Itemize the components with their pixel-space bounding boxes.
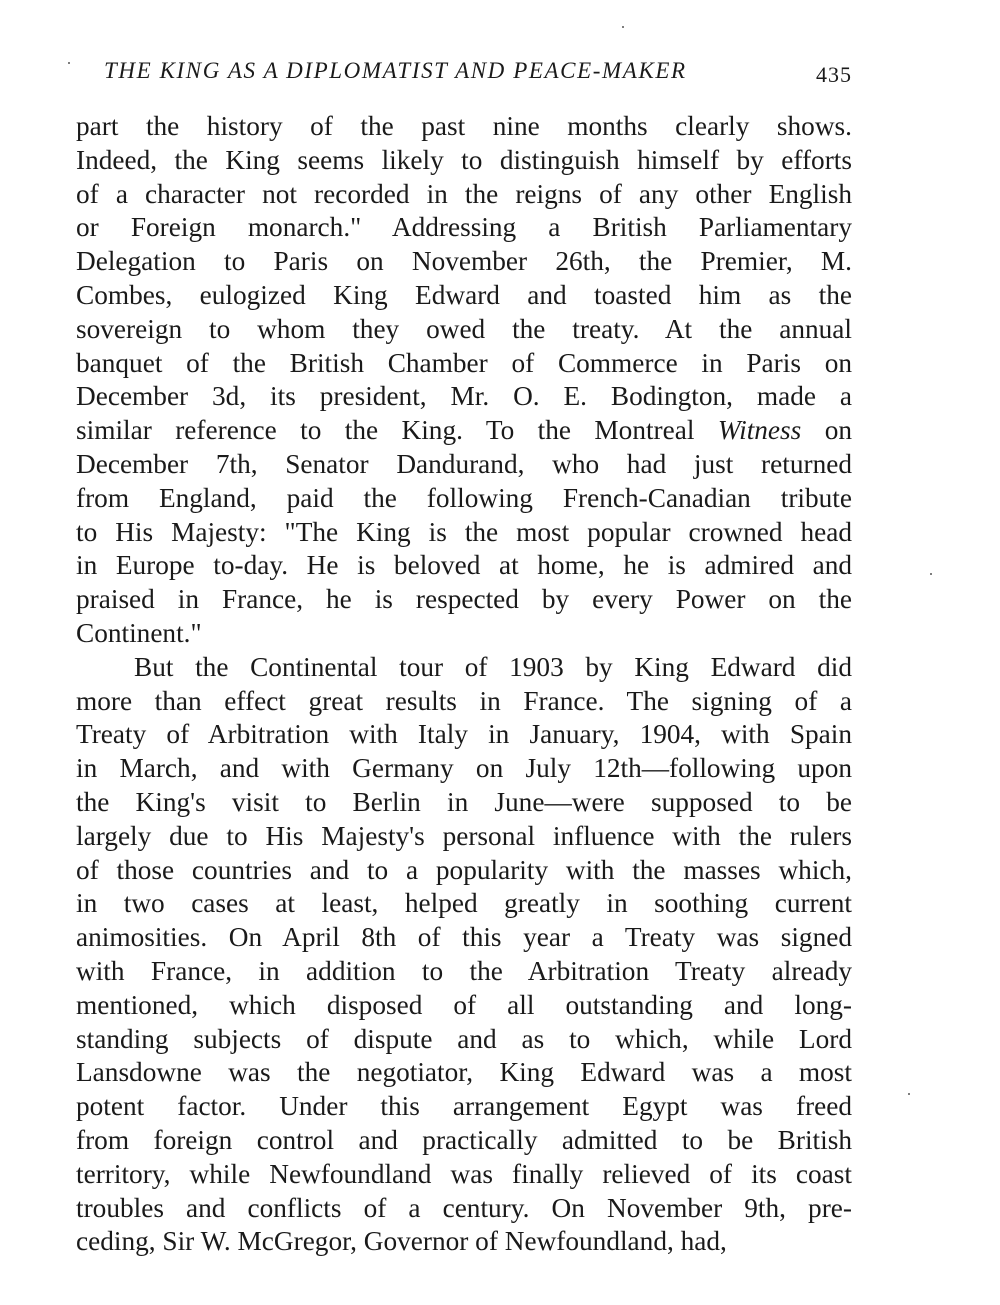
text-line: of those countries and to a popularity with the masses which, <box>76 854 852 885</box>
page-number: 435 <box>816 62 852 87</box>
text-line: mentioned, which disposed of all outstanding and long- <box>76 989 852 1020</box>
text-line: But the Continental tour of 1903 by King Edward did <box>134 651 852 682</box>
text-line: more than effect great results in France. The signing of a <box>76 685 852 716</box>
text-line: ceding, Sir W. McGregor, Governor of Newfoundland, had, <box>76 1226 727 1257</box>
text-line: December 3d, its president, Mr. O. E. Bodington, made a <box>76 381 852 412</box>
text-line: territory, while Newfoundland was finally relieved of its coast <box>76 1158 852 1189</box>
text-line: animosities. On April 8th of this year a Treaty was signed <box>76 922 852 953</box>
text-line: of a character not recorded in the reigns of any other English <box>76 178 852 209</box>
text-line: in March, and with Germany on July 12th—following upon <box>76 753 852 784</box>
text-line: troubles and conflicts of a century. On November 9th, pre- <box>76 1192 852 1223</box>
text-line: Treaty of Arbitration with Italy in January, 1904, with Spain <box>76 719 852 750</box>
text-line: Delegation to Paris on November 26th, the Premier, M. <box>76 246 852 277</box>
text-line: in Europe to-day. He is beloved at home, he is admired and <box>76 550 852 581</box>
text-line: similar reference to the King. To the Montreal Witness on <box>76 415 852 446</box>
text-line: largely due to His Majesty's personal influence with the rulers <box>76 820 852 851</box>
print-speck <box>68 62 70 64</box>
text-line: Indeed, the King seems likely to distinguish himself by efforts <box>76 144 852 175</box>
text-line: the King's visit to Berlin in June—were supposed to be <box>76 786 852 817</box>
text-line: Lansdowne was the negotiator, King Edward was a most <box>76 1057 852 1088</box>
text-line: Continent." <box>76 617 202 648</box>
text-line: sovereign to whom they owed the treaty. At the annual <box>76 313 852 344</box>
text-line: or Foreign monarch." Addressing a British Parliamentary <box>76 212 852 243</box>
print-speck <box>908 1093 910 1095</box>
text-line: standing subjects of dispute and as to which, while Lord <box>76 1023 852 1054</box>
text-line: from foreign control and practically admitted to be British <box>76 1124 852 1155</box>
text-line: potent factor. Under this arrangement Egypt was freed <box>76 1091 852 1122</box>
text-line: from England, paid the following French-Canadian tribute <box>76 482 852 513</box>
newspaper-title: Witness <box>717 415 802 446</box>
text-line: with France, in addition to the Arbitration Treaty already <box>76 955 852 986</box>
text-line: part the history of the past nine months clearly shows. <box>76 111 852 141</box>
text-line: praised in France, he is respected by every Power on the <box>76 584 852 615</box>
print-speck <box>622 26 624 28</box>
text-line: in two cases at least, helped greatly in soothing current <box>76 888 852 919</box>
running-head <box>104 58 856 90</box>
body-text <box>76 110 852 1259</box>
text-line: to His Majesty: "The King is the most popular crowned head <box>76 516 852 547</box>
print-speck <box>930 573 932 575</box>
text-line: Combes, eulogized King Edward and toasted him as the <box>76 279 852 310</box>
text-line: December 7th, Senator Dandurand, who had just returned <box>76 448 852 479</box>
text-line: banquet of the British Chamber of Commerce in Paris on <box>76 347 852 378</box>
running-head-title: THE KING AS A DIPLOMATIST AND PEACE-MAKER <box>104 58 687 83</box>
